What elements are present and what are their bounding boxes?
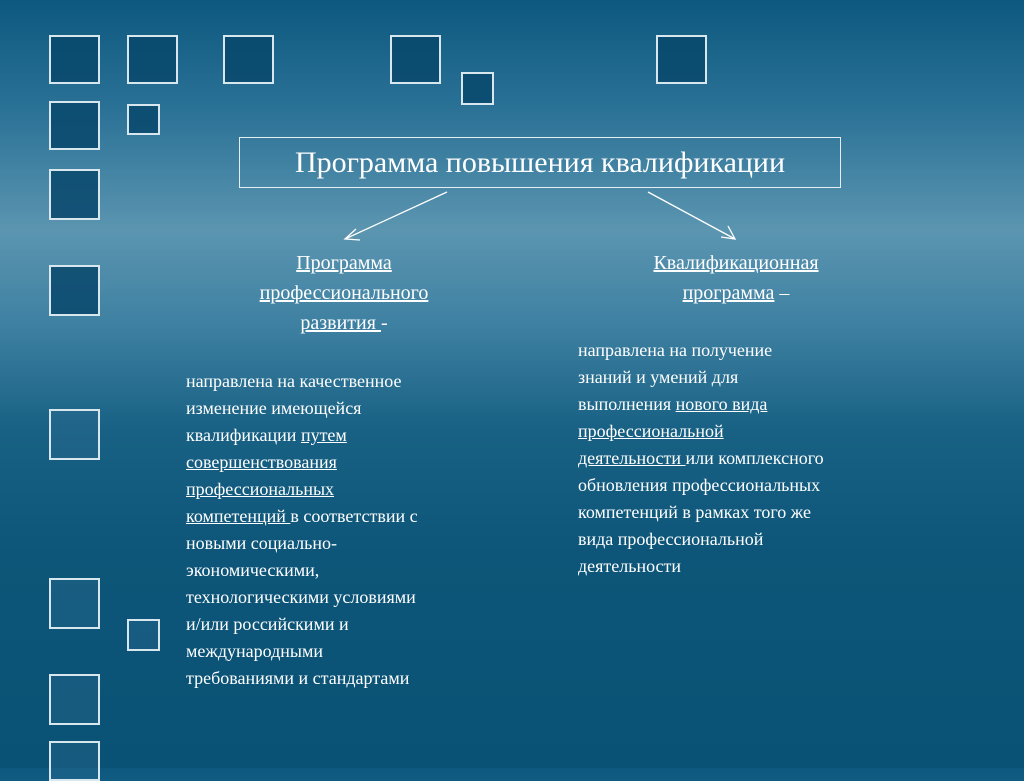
left-description-underlined: путем совершенствования профессиональных компетенций (186, 425, 347, 526)
decor-square (49, 101, 100, 150)
decor-square (390, 35, 441, 84)
page-title-text: Программа повышения квалификации (294, 145, 786, 179)
left-description-part-2: в соответствии с новыми социально- экономическими, технологическими условиями и/или российскими и международными требованиями и стандартами (186, 506, 418, 688)
left-description-part-1: направлена на качественное изменение имеющейся квалификации (186, 371, 402, 445)
right-description-underlined: нового вида профессиональной деятельности (578, 394, 768, 468)
left-heading (224, 248, 464, 338)
right-heading-tail: – (774, 282, 790, 304)
right-description-part-1: направлена на получение знаний и умений для выполнения (578, 340, 773, 414)
decor-square (49, 409, 100, 460)
decor-square (49, 674, 100, 725)
left-description (186, 368, 506, 692)
decor-square (127, 104, 160, 135)
left-heading-tail: - (380, 312, 388, 334)
decor-square (49, 741, 100, 781)
right-description-part-2: или комплексного обновления профессиональных компетенций в рамках того же вида профессиональной деятельности (578, 448, 824, 576)
decor-square (49, 578, 100, 629)
decor-square (461, 72, 494, 105)
right-arrow-head (721, 226, 735, 239)
left-heading-underlined: Программа профессионального развития (259, 252, 429, 334)
decor-square (127, 35, 178, 84)
page-title (239, 137, 841, 188)
decor-square (49, 265, 100, 316)
right-heading-underlined: Квалификационная программа (653, 252, 819, 304)
right-arrow-line (648, 192, 735, 239)
right-heading (616, 248, 856, 308)
decor-square (127, 619, 160, 651)
right-description (578, 337, 908, 580)
left-arrow-line (345, 192, 447, 239)
decor-square (656, 35, 707, 84)
left-arrow-head (345, 229, 360, 240)
decor-square (49, 169, 100, 220)
decor-square (223, 35, 274, 84)
decor-square (49, 35, 100, 84)
